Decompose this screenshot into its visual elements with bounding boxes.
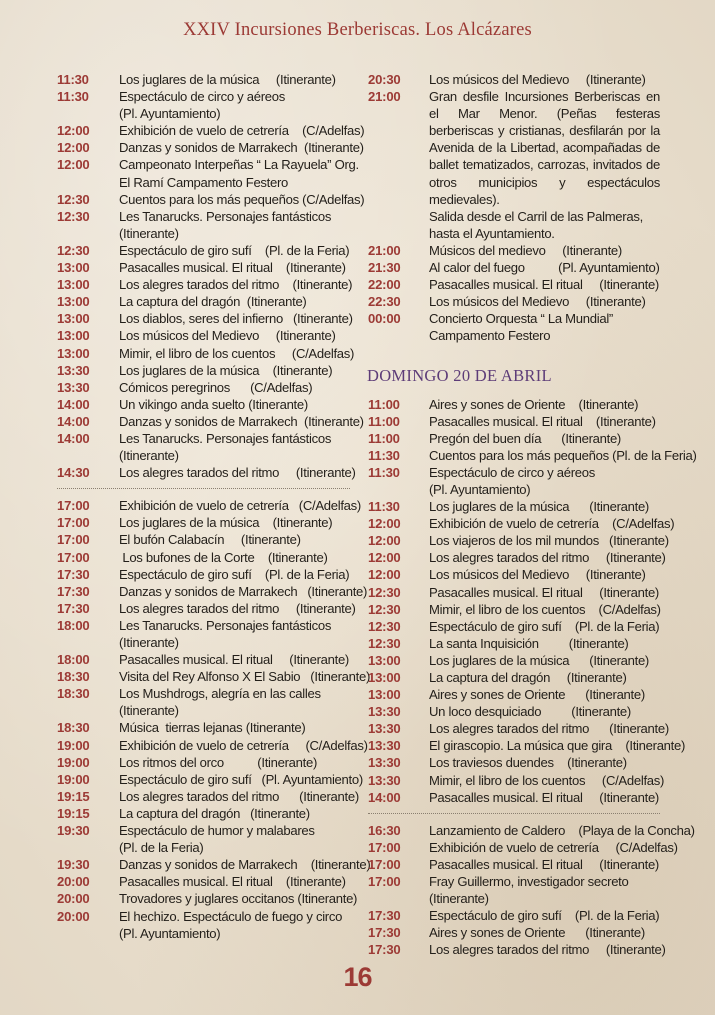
event-time: 18:00 — [57, 652, 90, 668]
schedule-row — [57, 873, 350, 890]
event-description: Exhibición de vuelo de cetrería (C/Adelfas) — [429, 516, 675, 532]
right-column — [367, 71, 697, 959]
event-time: 17:00 — [368, 856, 401, 872]
schedule-row — [368, 907, 660, 924]
schedule-row — [368, 259, 660, 276]
schedule-row — [368, 839, 678, 856]
event-time: 12:30 — [368, 584, 401, 600]
schedule-row — [57, 566, 350, 583]
schedule-row — [57, 531, 350, 548]
schedule-row — [368, 754, 660, 771]
event-time: 14:00 — [57, 396, 90, 412]
event-description: Salida desde el Carril de las Palmeras, hasta el Ayuntamiento. — [429, 208, 643, 241]
schedule-row — [57, 105, 350, 122]
schedule-row — [57, 310, 353, 327]
event-description: Exhibición de vuelo de cetrería (C/Adelfas) — [119, 498, 361, 514]
event-time — [57, 925, 119, 942]
schedule-row — [57, 88, 350, 105]
event-description: Los músicos del Medievo (Itinerante) — [429, 567, 646, 583]
event-description: Pregón del buen día (Itinerante) — [429, 430, 621, 446]
event-time: 12:30 — [57, 208, 90, 224]
event-time: 13:30 — [368, 738, 401, 754]
event-time: 17:00 — [57, 515, 90, 531]
event-description: Músicos del medievo (Itinerante) — [429, 242, 622, 258]
event-description: Danzas y sonidos de Marrakech (Itinerante) — [119, 583, 368, 599]
event-description: Les Tanarucks. Personajes fantásticos — [119, 617, 332, 633]
schedule-row — [57, 514, 350, 531]
event-description: Los alegres tarados del ritmo (Itinerante) — [119, 465, 356, 481]
schedule-row — [57, 754, 350, 771]
event-description: Los alegres tarados del ritmo (Itinerante) — [119, 600, 356, 616]
event-time: 14:30 — [57, 465, 90, 481]
event-time: 17:00 — [57, 498, 90, 514]
event-time — [57, 839, 119, 856]
event-time: 17:00 — [57, 549, 90, 565]
event-time: 12:00 — [368, 567, 401, 583]
event-time: 13:30 — [368, 755, 401, 771]
event-description: Mimir, el libro de los cuentos (C/Adelfas) — [119, 345, 355, 361]
schedule-row — [57, 122, 365, 139]
schedule-row — [57, 225, 350, 242]
event-time: 22:00 — [368, 277, 401, 293]
schedule-row — [57, 71, 350, 88]
event-time: 14:00 — [368, 789, 401, 805]
event-time: 13:00 — [57, 311, 90, 327]
event-time: 12:00 — [368, 533, 401, 549]
event-description: Cuentos para los más pequeños (Pl. de la Feria) — [429, 447, 697, 463]
event-description: Trovadores y juglares occitanos (Itinerante) — [119, 891, 358, 907]
event-time: 11:30 — [368, 464, 400, 480]
schedule-row — [57, 464, 356, 481]
schedule-row — [57, 890, 358, 907]
event-description: Los juglares de la música (Itinerante) — [119, 515, 333, 531]
event-time: 17:00 — [368, 874, 401, 890]
event-description: Los músicos del Medievo (Itinerante) — [119, 328, 336, 344]
event-time: 12:00 — [57, 123, 90, 139]
event-time — [368, 481, 429, 498]
event-time: 11:00 — [368, 413, 400, 429]
event-description: Gran desfile Incursiones Berberiscas en el Mar Menor. (Peñas festeras berberiscas y cristianas, desfilarán por la Avenida de la Libertad, acompañadas de ballet tematizados, carrozas, invitados de otros municipios y espectáculos medievales). — [429, 89, 660, 207]
event-description: Pasacalles musical. El ritual (Itinerante) — [429, 856, 659, 872]
event-description: Exhibición de vuelo de cetrería (C/Adelfas) — [119, 737, 368, 753]
schedule-row — [57, 379, 350, 396]
event-time: 18:30 — [57, 686, 90, 702]
event-time — [57, 174, 119, 191]
schedule-row — [368, 293, 660, 310]
schedule-row — [57, 719, 350, 736]
schedule-row — [57, 805, 350, 822]
event-time: 12:30 — [368, 635, 401, 651]
schedule-row — [57, 549, 350, 566]
event-time — [57, 702, 119, 719]
schedule-row — [368, 430, 660, 447]
schedule-row — [57, 583, 368, 600]
event-time — [57, 634, 119, 651]
event-description: Los Mushdrogs, alegría en las calles — [119, 686, 321, 702]
schedule-row — [368, 71, 660, 88]
schedule-row — [368, 310, 660, 327]
event-description: (Pl. Ayuntamiento) — [429, 481, 531, 497]
event-description: Espectáculo de giro sufí (Pl. de la Feria) — [119, 566, 350, 582]
event-description: Exhibición de vuelo de cetrería (C/Adelfas) — [119, 123, 365, 139]
schedule-row — [368, 276, 660, 293]
schedule-row — [368, 703, 660, 720]
event-time: 16:30 — [368, 822, 401, 838]
schedule-row — [368, 856, 660, 873]
event-time: 12:30 — [57, 242, 90, 258]
schedule-row — [368, 327, 660, 344]
schedule-row — [57, 908, 350, 925]
event-time: 17:00 — [57, 532, 90, 548]
schedule-row — [368, 789, 660, 806]
event-description: La captura del dragón (Itinerante) — [119, 805, 310, 821]
event-time: 19:00 — [57, 771, 90, 787]
schedule-row — [368, 720, 669, 737]
schedule-row — [368, 515, 675, 532]
event-description: La captura del dragón (Itinerante) — [119, 294, 307, 310]
schedule-row — [368, 532, 669, 549]
event-description: La santa Inquisición (Itinerante) — [429, 635, 629, 651]
event-description: Los alegres tarados del ritmo (Itinerante) — [119, 788, 359, 804]
schedule-row — [57, 345, 355, 362]
event-time: 17:30 — [57, 583, 90, 599]
event-description: Aires y sones de Oriente (Itinerante) — [429, 396, 639, 412]
schedule-row — [368, 413, 660, 430]
schedule-row — [57, 139, 364, 156]
event-description: Los músicos del Medievo (Itinerante) — [429, 294, 646, 310]
event-description: Mimir, el libro de los cuentos (C/Adelfas) — [429, 772, 665, 788]
event-description: Los alegres tarados del ritmo (Itinerante) — [429, 550, 666, 566]
schedule-row — [57, 617, 350, 634]
event-description: El girascopio. La música que gira (Itinerante) — [429, 738, 686, 754]
schedule-row — [57, 668, 371, 685]
event-description: Los traviesos duendes (Itinerante) — [429, 755, 627, 771]
event-description: Un vikingo anda suelto (Itinerante) — [119, 396, 308, 412]
event-time: 13:00 — [57, 345, 90, 361]
event-description: (Itinerante) — [119, 225, 179, 241]
event-time: 13:30 — [57, 362, 90, 378]
event-description: Los juglares de la música (Itinerante) — [429, 652, 649, 668]
event-time: 22:30 — [368, 294, 401, 310]
event-time: 13:30 — [368, 772, 401, 788]
schedule-row — [368, 669, 660, 686]
schedule-row — [57, 156, 359, 173]
event-time: 12:00 — [368, 550, 401, 566]
event-time: 11:00 — [368, 396, 400, 412]
schedule-row — [57, 839, 350, 856]
event-time: 19:15 — [57, 788, 90, 804]
schedule-row — [57, 651, 350, 668]
event-description: Los diablos, seres del infierno (Itinerante) — [119, 311, 353, 327]
event-time: 12:00 — [57, 140, 90, 156]
event-description: Campamento Festero — [429, 328, 551, 344]
schedule-row — [57, 447, 350, 464]
schedule-row — [57, 362, 350, 379]
event-description: Fray Guillermo, investigador secreto — [429, 874, 629, 890]
schedule-row — [57, 822, 350, 839]
event-description: (Itinerante) — [119, 448, 179, 464]
event-description: Pasacalles musical. El ritual (Itinerante) — [119, 652, 349, 668]
schedule-row — [368, 88, 660, 208]
section-divider — [368, 813, 660, 814]
event-description: Los ritmos del orco (Itinerante) — [119, 754, 318, 770]
event-description: Aires y sones de Oriente (Itinerante) — [429, 687, 645, 703]
event-description: Exhibición de vuelo de cetrería (C/Adelfas) — [429, 839, 678, 855]
schedule-row — [57, 191, 365, 208]
event-time: 17:00 — [368, 839, 401, 855]
event-time — [368, 327, 429, 344]
event-description: Espectáculo de circo y aéreos — [429, 464, 595, 480]
event-time: 13:30 — [368, 704, 401, 720]
schedule-row — [368, 601, 660, 618]
right-schedule-sunday-afternoon — [368, 822, 695, 959]
schedule-row — [57, 702, 350, 719]
event-description: Mimir, el libro de los cuentos (C/Adelfas) — [429, 601, 661, 617]
event-time: 18:00 — [57, 617, 90, 633]
schedule-row — [368, 652, 660, 669]
schedule-row — [368, 464, 660, 481]
schedule-row — [57, 396, 350, 413]
day-heading: DOMINGO 20 DE ABRIL — [367, 365, 552, 385]
event-description: Les Tanarucks. Personajes fantásticos — [119, 430, 332, 446]
event-description: Un loco desquiciado (Itinerante) — [429, 704, 631, 720]
event-description: Visita del Rey Alfonso X El Sabio (Itinerante) — [119, 669, 371, 685]
event-time: 17:30 — [57, 600, 90, 616]
schedule-row — [57, 771, 363, 788]
event-description: Pasacalles musical. El ritual (Itinerante) — [429, 789, 659, 805]
section-divider — [57, 488, 350, 489]
left-column — [57, 71, 371, 942]
event-description: (Pl. de la Feria) — [119, 840, 204, 856]
schedule-row — [57, 259, 350, 276]
event-time — [57, 225, 119, 242]
schedule-row — [368, 924, 660, 941]
event-time: 00:00 — [368, 311, 401, 327]
schedule-row — [57, 208, 350, 225]
event-time: 13:30 — [368, 721, 401, 737]
schedule-row — [368, 481, 660, 498]
schedule-row — [368, 618, 660, 635]
event-time: 17:30 — [368, 908, 401, 924]
event-time: 12:30 — [57, 191, 90, 207]
event-description: El hechizo. Espectáculo de fuego y circo — [119, 908, 343, 924]
event-time: 21:30 — [368, 260, 401, 276]
event-time: 13:00 — [57, 328, 90, 344]
event-time: 21:00 — [368, 89, 401, 105]
schedule-row — [57, 242, 350, 259]
event-time: 13:00 — [368, 652, 401, 668]
page-number: 16 — [343, 962, 372, 992]
event-description: Los juglares de la música (Itinerante) — [119, 72, 336, 87]
event-description: Pasacalles musical. El ritual (Itinerante) — [429, 413, 656, 429]
schedule-row — [57, 293, 350, 310]
event-description: Cómicos peregrinos (C/Adelfas) — [119, 379, 313, 395]
schedule-row — [368, 890, 660, 907]
event-time — [368, 890, 429, 907]
schedule-row — [57, 634, 350, 651]
event-description: Los alegres tarados del ritmo (Itinerante) — [429, 942, 666, 958]
event-time: 17:30 — [57, 566, 90, 582]
left-schedule-evening — [57, 497, 371, 941]
event-time: 17:30 — [368, 942, 401, 958]
schedule-row — [368, 737, 686, 754]
event-description: Los juglares de la música (Itinerante) — [119, 362, 333, 378]
event-time: 19:00 — [57, 737, 90, 753]
event-description: (Pl. Ayuntamiento) — [119, 925, 221, 941]
event-description: Espectáculo de humor y malabares — [119, 823, 315, 839]
event-time — [57, 447, 119, 464]
right-schedule-sunday-morning — [368, 396, 697, 806]
schedule-row — [57, 856, 371, 873]
event-description: Campeonato Interpeñas “ La Rayuela” Org. — [119, 157, 359, 173]
event-time: 18:30 — [57, 720, 90, 736]
schedule-row — [368, 242, 660, 259]
event-description: El Ramí Campamento Festero — [119, 174, 289, 190]
event-time — [368, 208, 429, 242]
event-description: Pasacalles musical. El ritual (Itinerante) — [119, 260, 346, 276]
schedule-row — [57, 413, 364, 430]
event-time: 13:00 — [57, 294, 90, 310]
event-description: Lanzamiento de Caldero (Playa de la Concha) — [429, 822, 695, 838]
schedule-row — [368, 822, 695, 839]
event-description: El bufón Calabacín (Itinerante) — [119, 532, 301, 548]
schedule-row — [368, 396, 660, 413]
event-description: Aires y sones de Oriente (Itinerante) — [429, 925, 645, 941]
schedule-row — [368, 549, 666, 566]
event-description: (Itinerante) — [119, 635, 179, 650]
event-description: Espectáculo de giro sufí (Pl. Ayuntamiento) — [119, 771, 363, 787]
event-description: Espectáculo de giro sufí (Pl. de la Feria) — [429, 908, 660, 924]
event-time: 20:00 — [57, 891, 90, 907]
schedule-row — [368, 635, 660, 652]
event-description: Pasacalles musical. El ritual (Itinerante) — [119, 874, 346, 890]
event-time: 17:30 — [368, 925, 401, 941]
event-time — [57, 105, 119, 122]
event-time: 19:30 — [57, 857, 90, 873]
event-time: 11:30 — [57, 72, 89, 87]
schedule-row — [368, 208, 660, 242]
event-time: 20:30 — [368, 72, 401, 87]
schedule-row — [368, 566, 660, 583]
schedule-row — [368, 772, 665, 789]
event-description: (Itinerante) — [119, 703, 179, 719]
event-time: 12:00 — [57, 157, 90, 173]
event-description: Los bufones de la Corte (Itinerante) — [119, 549, 328, 565]
event-time: 11:00 — [368, 430, 400, 446]
event-description: Espectáculo de giro sufí (Pl. de la Feria) — [429, 618, 660, 634]
event-time: 20:00 — [57, 908, 90, 924]
event-description: Espectáculo de giro sufí (Pl. de la Feria) — [119, 242, 350, 258]
schedule-row — [57, 737, 368, 754]
schedule-row — [368, 498, 660, 515]
event-time: 12:30 — [368, 601, 401, 617]
event-time: 14:00 — [57, 430, 90, 446]
schedule-row — [368, 686, 660, 703]
event-time: 12:30 — [368, 618, 401, 634]
event-time: 12:00 — [368, 516, 401, 532]
event-description: Los músicos del Medievo (Itinerante) — [429, 72, 646, 87]
schedule-row — [57, 430, 350, 447]
schedule-row — [57, 497, 361, 514]
event-description: Los alegres tarados del ritmo (Itinerante) — [429, 721, 669, 737]
schedule-row — [368, 447, 697, 464]
event-time: 13:00 — [57, 260, 90, 276]
schedule-row — [57, 685, 350, 702]
schedule-row — [57, 925, 350, 942]
event-description: La captura del dragón (Itinerante) — [429, 670, 627, 685]
event-description: Les Tanarucks. Personajes fantásticos — [119, 208, 332, 224]
event-time: 11:30 — [368, 447, 400, 463]
event-description: (Itinerante) — [429, 891, 489, 907]
event-time: 19:00 — [57, 754, 90, 770]
event-time: 13:00 — [57, 277, 90, 293]
event-time: 19:15 — [57, 805, 90, 821]
event-description: Los alegres tarados del ritmo (Itinerante) — [119, 277, 353, 293]
event-description: Danzas y sonidos de Marrakech (Itinerante) — [119, 413, 364, 429]
event-time: 11:30 — [57, 89, 89, 105]
left-schedule-afternoon-morning — [57, 71, 365, 481]
event-description: Pasacalles musical. El ritual (Itinerante) — [429, 584, 659, 600]
schedule-row — [57, 788, 359, 805]
event-time: 13:00 — [368, 687, 401, 703]
event-description: Música tierras lejanas (Itinerante) — [119, 720, 306, 736]
schedule-row — [57, 327, 350, 344]
event-description: Al calor del fuego (Pl. Ayuntamiento) — [429, 260, 660, 276]
event-time: 18:30 — [57, 669, 90, 685]
event-description: (Pl. Ayuntamiento) — [119, 106, 221, 122]
event-time: 13:00 — [368, 670, 401, 685]
event-description: Cuentos para los más pequeños (C/Adelfas) — [119, 191, 365, 207]
event-time: 21:00 — [368, 242, 401, 258]
event-description: Pasacalles musical. El ritual (Itinerante) — [429, 277, 659, 293]
event-description: Los juglares de la música (Itinerante) — [429, 499, 649, 515]
page-header-title: XXIV Incursiones Berberiscas. Los Alcázares — [183, 20, 532, 40]
event-description: Los viajeros de los mil mundos (Itinerante) — [429, 533, 669, 549]
event-description: Danzas y sonidos de Marrakech (Itinerante) — [119, 857, 371, 873]
schedule-row — [368, 584, 660, 601]
schedule-row — [57, 276, 353, 293]
event-description: Concierto Orquesta “ La Mundial” — [429, 311, 613, 327]
event-description: Danzas y sonidos de Marrakech (Itinerante) — [119, 140, 364, 156]
schedule-row — [57, 174, 350, 191]
event-time: 14:00 — [57, 413, 90, 429]
right-schedule-night — [368, 71, 660, 345]
event-description: Espectáculo de circo y aéreos — [119, 89, 285, 105]
schedule-row — [368, 873, 660, 890]
event-time: 20:00 — [57, 874, 90, 890]
schedule-row — [57, 600, 356, 617]
event-time: 13:30 — [57, 379, 90, 395]
event-time: 19:30 — [57, 823, 90, 839]
event-time: 11:30 — [368, 499, 400, 515]
schedule-row — [368, 941, 666, 958]
